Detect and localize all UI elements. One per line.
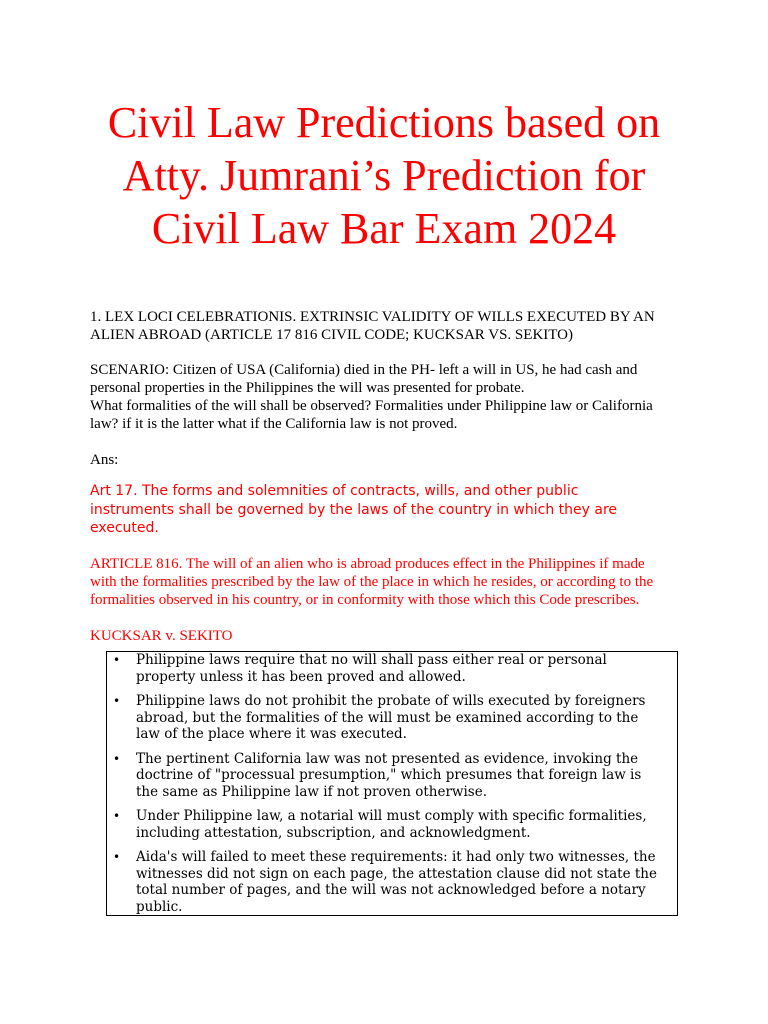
title-line: Civil Law Bar Exam 2024	[151, 204, 617, 253]
title-line: Civil Law Predictions based on	[107, 98, 661, 147]
list-item-line: The pertinent California law was not presented as evidence, invoking the	[136, 750, 639, 767]
list-item-line: Under Philippine law, a notarial will must comply with specific formalities,	[136, 808, 647, 824]
section-heading-line: 1. LEX LOCI CELEBRATIONIS. EXTRINSIC VALIDITY OF WILLS EXECUTED BY AN	[90, 309, 655, 325]
list-item-line: law of the place where it was executed.	[136, 726, 407, 742]
list-item	[107, 693, 677, 743]
list-item	[107, 808, 677, 841]
answer-label: Ans:	[90, 452, 119, 468]
article-17-text	[90, 482, 680, 538]
list-item	[107, 849, 677, 915]
list-item-line: public.	[136, 898, 183, 915]
list-item-line: abroad, but the formalities of the will must be examined according to the	[136, 709, 639, 726]
list-item-line: Philippine laws do not prohibit the probate of wills executed by foreigners	[136, 693, 646, 709]
case-summary-list	[107, 652, 677, 915]
article-816-line: ARTICLE 816. The will of an alien who is abroad produces effect in the Philippines if made	[90, 556, 645, 572]
list-item-line: Philippine laws require that no will shall pass either real or personal	[136, 652, 607, 668]
article-816-line: formalities observed in his country, or in conformity with those which this Code prescribes.	[90, 592, 640, 608]
article-17-line: instruments shall be governed by the laws of the country in which they are	[90, 501, 618, 518]
case-summary-box	[106, 651, 678, 916]
list-item-line: property unless it has been proved and allowed.	[136, 668, 466, 685]
bullet-icon: •	[113, 653, 121, 667]
document-title	[40, 96, 728, 255]
list-item-line: including attestation, subscription, and acknowledgment.	[136, 824, 531, 841]
scenario-paragraph	[90, 361, 690, 433]
bullet-icon: •	[113, 751, 121, 766]
article-17-line: executed.	[90, 520, 159, 536]
article-17-line: Art 17. The forms and solemnities of contracts, wills, and other public	[90, 483, 579, 499]
title-line: Atty. Jumrani’s Prediction for	[122, 151, 646, 200]
list-item	[107, 652, 677, 685]
bullet-icon: •	[113, 850, 121, 864]
list-item-line: doctrine of "processual presumption," which presumes that foreign law is	[136, 767, 642, 783]
scenario-line: What formalities of the will shall be observed? Formalities under Philippine law or California	[90, 398, 653, 414]
section-heading-line: ALIEN ABROAD (ARTICLE 17 816 CIVIL CODE; KUCKSAR VS. SEKITO)	[90, 327, 573, 343]
list-item-line: Aida's will failed to meet these requirements: it had only two witnesses, the	[136, 849, 656, 865]
bullet-icon: •	[113, 809, 121, 823]
list-item	[107, 751, 677, 801]
article-816-text	[90, 555, 670, 609]
scenario-line: personal properties in the Philippines the will was presented for probate.	[90, 380, 525, 396]
list-item-line: total number of pages, and the will was not acknowledged before a notary	[136, 882, 646, 898]
case-title: KUCKSAR v. SEKITO	[90, 628, 233, 644]
scenario-line: SCENARIO: Citizen of USA (California) died in the PH- left a will in US, he had cash and	[90, 362, 638, 378]
list-item-line: the same as Philippine law if not proven otherwise.	[136, 783, 487, 800]
article-816-line: with the formalities prescribed by the law of the place in which he resides, or according to the	[90, 574, 654, 590]
scenario-line: law? if it is the latter what if the California law is not proved.	[90, 416, 458, 432]
section-heading	[90, 308, 690, 344]
list-item-line: witnesses did not sign on each page, the attestation clause did not state the	[136, 865, 657, 882]
bullet-icon: •	[113, 694, 121, 708]
